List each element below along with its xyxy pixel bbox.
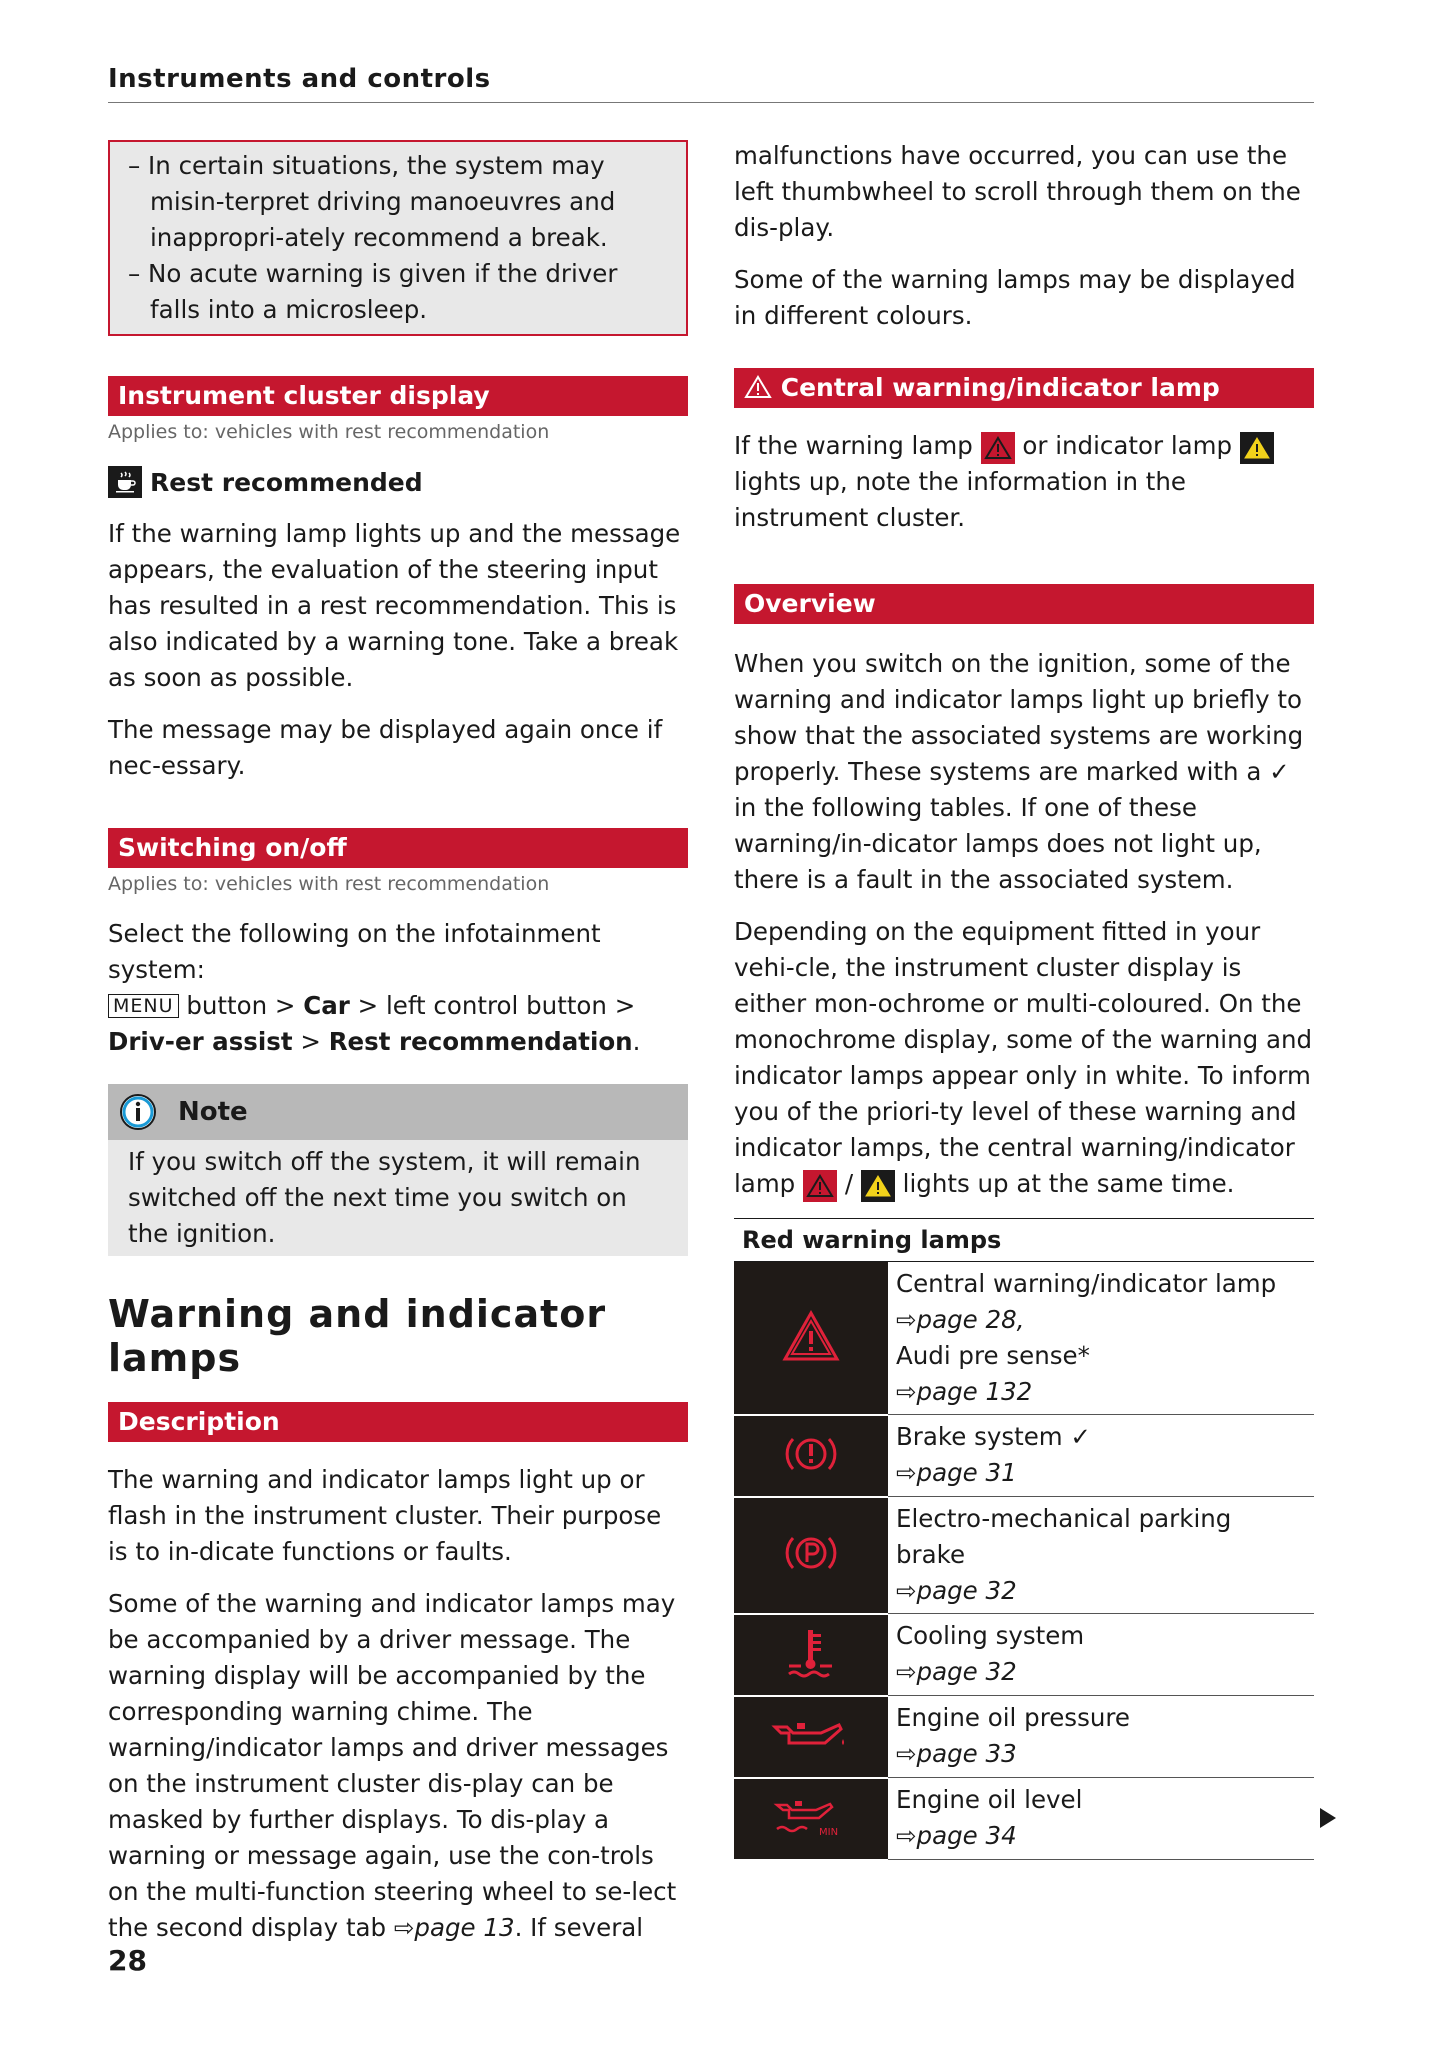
- yellow-indicator-lamp-icon: [1240, 432, 1274, 464]
- coolant-icon: [781, 1626, 841, 1680]
- text-fragment: >: [292, 1027, 329, 1056]
- running-head: Instruments and controls: [108, 64, 1314, 103]
- paragraph: malfunctions have occurred, you can use the left thumbwheel to scroll through them on the dis-play.: [734, 141, 1301, 242]
- text-fragment: button >: [178, 991, 304, 1020]
- menu-path-paragraph: [108, 916, 688, 1060]
- lamp-icon-cell: [734, 1696, 888, 1778]
- lamp-description: [888, 1696, 1314, 1778]
- right-column: [734, 138, 1314, 1861]
- lamp-name: Central warning/indicator lamp: [896, 1269, 1277, 1298]
- table-heading: Red warning lamps: [734, 1219, 1314, 1262]
- yellow-indicator-lamp-icon: [861, 1170, 895, 1202]
- caution-item: – In certain situations, the system may misin-terpret driving manoeuvres and inappropri-ately recommend a break.: [128, 151, 616, 252]
- lamp-description: [888, 1262, 1314, 1415]
- red-warning-lamp-icon: [981, 432, 1015, 464]
- menu-path-driver-assist: Driv-er assist: [108, 1027, 293, 1056]
- note-header: [108, 1084, 688, 1140]
- heading-text: Central warning/indicator lamp: [780, 373, 1220, 402]
- text-fragment: .: [632, 1027, 641, 1056]
- coffee-cup-icon: [108, 466, 142, 498]
- red-warning-lamp-icon: [803, 1170, 837, 1202]
- paragraph: Some of the warning lamps may be displayed in different colours.: [734, 265, 1296, 330]
- lamp-name: Brake system ✓: [896, 1422, 1091, 1451]
- page-reference-link[interactable]: ⇨page 34: [896, 1821, 1017, 1850]
- paragraph: [108, 1586, 688, 1946]
- section-heading-central-warning: [734, 368, 1314, 408]
- text-fragment: . If several: [514, 1913, 644, 1942]
- lamp-icon-cell: [734, 1614, 888, 1696]
- table-row: [734, 1415, 1314, 1497]
- menu-path-car: Car: [303, 991, 350, 1020]
- caution-box: [108, 140, 688, 336]
- applies-to-note: Applies to: vehicles with rest recommendation: [108, 421, 550, 443]
- text-fragment: If the warning lamp: [734, 431, 981, 460]
- menu-path-intro: Select the following on the infotainment system:: [108, 919, 601, 984]
- text-fragment: Depending on the equipment fitted in your vehi-cle, the instrument cluster display is either mon-ochrome or multi-coloured. On the monochrome display, some of the warning and indicator lamps appear only in white. To inform you of the priori-ty level of these warning and indicator lamps, the central warning/indicator lamp: [734, 917, 1313, 1198]
- page-reference-link[interactable]: ⇨page 33: [896, 1739, 1017, 1768]
- page-reference-link[interactable]: ⇨page 132: [896, 1377, 1033, 1406]
- table-row: [734, 1614, 1314, 1696]
- section-heading-overview: Overview: [734, 584, 1314, 624]
- lamp-name: Engine oil level: [896, 1785, 1083, 1814]
- page-reference-link[interactable]: ⇨page 32: [896, 1576, 1017, 1605]
- lamp-name: Cooling system: [896, 1621, 1085, 1650]
- menu-key: MENU: [108, 994, 179, 1018]
- continued-arrow-icon: [1320, 1808, 1336, 1828]
- paragraph: The message may be displayed again once if nec-essary.: [108, 715, 663, 780]
- oil-pressure-icon: [771, 1713, 851, 1757]
- text-fragment: > left control button >: [349, 991, 636, 1020]
- note-text: If you switch off the system, it will remain switched off the next time you switch on the ignition.: [128, 1147, 641, 1248]
- table-row: [734, 1778, 1314, 1860]
- lamp-icon-cell: [734, 1778, 888, 1860]
- section-heading-instrument-cluster: Instrument cluster display: [108, 376, 688, 416]
- lamp-name: Audi pre sense*: [896, 1341, 1090, 1370]
- lamp-name: Electro-mechanical parking brake: [896, 1504, 1232, 1569]
- parking-brake-icon: [781, 1528, 841, 1578]
- table-row: [734, 1262, 1314, 1415]
- text-fragment: or indicator lamp: [1014, 431, 1240, 460]
- text-fragment: /: [837, 1169, 861, 1198]
- applies-to-note: Applies to: vehicles with rest recommendation: [108, 873, 550, 895]
- paragraph: If the warning lamp lights up and the message appears, the evaluation of the steering input has resulted in a rest recommendation. This is also indicated by a warning tone. Take a break as soon as possible.: [108, 519, 681, 692]
- paragraph: [734, 914, 1314, 1202]
- page-reference-link[interactable]: ⇨page 31: [896, 1458, 1017, 1487]
- lamp-description: [888, 1497, 1314, 1614]
- text-fragment: lights up, note the information in the instrument cluster.: [734, 467, 1187, 532]
- lamp-icon-cell: [734, 1262, 888, 1415]
- lamp-description: [888, 1778, 1314, 1860]
- paragraph: When you switch on the ignition, some of the warning and indicator lamps light up briefly to show that the associated systems are working properly. These systems are marked with a ✓ in the following tables. If one of these warning/in-dicator lamps does not light up, there is a fault in the associated system.: [734, 649, 1304, 894]
- red-warning-lamps-table: [734, 1218, 1314, 1861]
- lamp-description: [888, 1415, 1314, 1497]
- paragraph: [734, 428, 1314, 536]
- warning-triangle-icon: [744, 375, 772, 399]
- caution-item: – No acute warning is given if the driver falls into a microsleep.: [128, 259, 618, 324]
- info-icon: [118, 1092, 158, 1132]
- text-fragment: lights up at the same time.: [894, 1169, 1235, 1198]
- warning-triangle-icon: [781, 1309, 841, 1363]
- oil-level-min-label: MIN: [819, 1826, 839, 1838]
- lamp-description: [888, 1614, 1314, 1696]
- section-heading-description: Description: [108, 1402, 688, 1442]
- table-row: [734, 1696, 1314, 1778]
- subheading-text: Rest recommended: [150, 467, 423, 497]
- page-reference-link[interactable]: ⇨page 28,: [896, 1305, 1025, 1334]
- page-reference-link[interactable]: ⇨page 13: [393, 1913, 515, 1942]
- lamp-icon-cell: [734, 1415, 888, 1497]
- left-column: [108, 140, 688, 1962]
- note-box: [108, 1084, 688, 1256]
- rest-recommended-subheading: [108, 464, 688, 500]
- note-title: Note: [178, 1097, 248, 1127]
- text-fragment: Some of the warning and indicator lamps may be accompanied by a driver message. The warning display will be accompanied by the corresponding warning chime. The warning/indicator lamps and driver messages on the instrument cluster dis-play can be masked by further displays. To dis-play a warning or message again, use the con-trols on the multi-function steering wheel to se-lect the second display tab: [108, 1589, 677, 1942]
- lamp-name: Engine oil pressure: [896, 1703, 1130, 1732]
- page-reference-link[interactable]: ⇨page 32: [896, 1657, 1017, 1686]
- lamp-icon-cell: [734, 1497, 888, 1614]
- menu-path-rest-recommendation: Rest recommendation: [328, 1027, 633, 1056]
- oil-level-icon: [771, 1793, 851, 1841]
- table-row: [734, 1497, 1314, 1614]
- brake-system-icon: [781, 1429, 841, 1479]
- main-heading: Warning and indicator lamps: [108, 1292, 607, 1380]
- page-number: 28: [108, 1944, 147, 1977]
- section-heading-switching: Switching on/off: [108, 828, 688, 868]
- paragraph: The warning and indicator lamps light up or flash in the instrument cluster. Their purpose is to in-dicate functions or faults.: [108, 1465, 662, 1566]
